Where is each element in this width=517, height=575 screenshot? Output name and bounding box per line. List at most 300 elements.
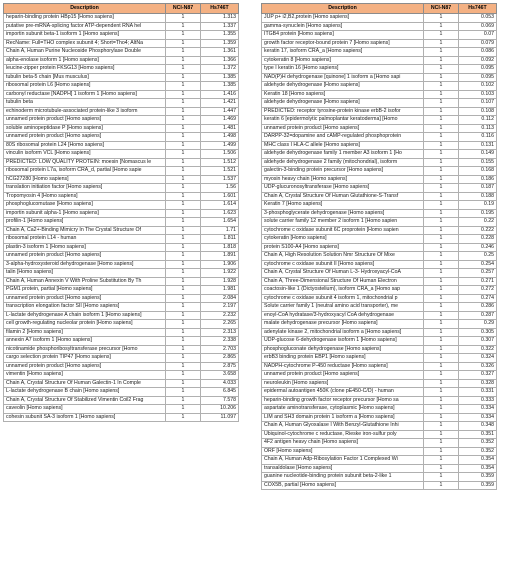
table-row [4,218,239,227]
cell-nci-n87: 1 [166,286,201,295]
table-row [262,328,497,337]
cell-nci-n87: 1 [166,201,201,210]
cell-hs746t: 0.246 [459,243,497,252]
table-row [4,371,239,380]
cell-description: 4F2 antigen heavy chain [Homo sapiens] [262,439,424,448]
cell-hs746t: 0.334 [459,405,497,414]
table-row [4,150,239,159]
header-row [4,4,239,14]
table-row [4,39,239,48]
cell-nci-n87: 1 [424,124,459,133]
cell-nci-n87: 1 [424,405,459,414]
cell-description: RecName: Full=THO complex subunit 4; Short=Tho4; AltNa [4,39,166,48]
cell-hs746t: 1.922 [201,269,239,278]
cell-description: phosphogluconate dehydrogenase [Homo sapiens] [262,345,424,354]
cell-hs746t: 1.891 [201,252,239,261]
cell-nci-n87: 1 [424,175,459,184]
table-row [4,65,239,74]
table-row [4,124,239,133]
table-row [262,396,497,405]
table-row [4,82,239,91]
table-row [262,252,497,261]
cell-nci-n87: 1 [166,158,201,167]
cell-hs746t: 0.271 [459,277,497,286]
table-row [262,345,497,354]
cell-nci-n87: 1 [424,39,459,48]
header-row [262,4,497,14]
cell-description: guanine nucleotide-binding protein subunit beta-2-like 1 [262,473,424,482]
table-row [4,73,239,82]
table-row [262,124,497,133]
cell-description: LIM and SH3 domain protein 1 isoform a [Homo sapiens] [262,413,424,422]
cell-nci-n87: 1 [424,422,459,431]
table-row [4,209,239,218]
cell-description: type I keratin 16 [Homo sapiens] [262,65,424,74]
cell-hs746t: 1.811 [201,235,239,244]
table-row [262,243,497,252]
table-row [4,286,239,295]
cell-description: tubulin beta [4,99,166,108]
cell-hs746t: 0.29 [459,320,497,329]
cell-description: heparin-binding protein HBp15 [Homo sapiens] [4,14,166,23]
cell-nci-n87: 1 [424,141,459,150]
cell-description: soluble aminopeptidase P [Homo sapiens] [4,124,166,133]
cell-description: Chain A, Crystal Structure Of Human Galectin-1 In Comple [4,379,166,388]
cell-hs746t: 10.206 [201,405,239,414]
table-row [262,260,497,269]
cell-nci-n87: 1 [166,73,201,82]
cell-description: COX5B, partial [Homo sapiens] [262,481,424,490]
cell-description: UDP-glucuronosyltransferase [Homo sapiens] [262,184,424,193]
cell-nci-n87: 1 [166,167,201,176]
cell-hs746t: 0.327 [459,371,497,380]
cell-hs746t: 0.113 [459,124,497,133]
cell-hs746t: 1.469 [201,116,239,125]
cell-nci-n87: 1 [424,218,459,227]
table-row [262,192,497,201]
cell-nci-n87: 1 [166,14,201,23]
cell-description: PREDICTED: LOW QUALITY PROTEIN: moesin [Nomascus le [4,158,166,167]
cell-hs746t: 1.366 [201,56,239,65]
cell-nci-n87: 1 [166,269,201,278]
cell-nci-n87: 1 [424,413,459,422]
cell-hs746t: 0.19 [459,201,497,210]
cell-hs746t: 0.326 [459,362,497,371]
cell-nci-n87: 1 [424,14,459,23]
cell-hs746t: 0.351 [459,430,497,439]
cell-description: neuroleukin [Homo sapiens] [262,379,424,388]
cell-hs746t: 0.359 [459,473,497,482]
table-row [4,294,239,303]
cell-nci-n87: 1 [166,175,201,184]
cell-description: leucine-zipper protein FKSG13 [Homo sapiens] [4,65,166,74]
cell-description: PREDICTED: receptor tyrosine-protein kinase erbB-2 isofor [262,107,424,116]
cell-nci-n87: 1 [166,413,201,422]
cell-nci-n87: 1 [166,150,201,159]
cell-hs746t: 1.506 [201,150,239,159]
cell-description: 3-alpha-hydroxysteroid dehydrogenase [Homo sapiens] [4,260,166,269]
cell-hs746t: 1.499 [201,141,239,150]
table-row [262,439,497,448]
cell-nci-n87: 1 [424,320,459,329]
cell-hs746t: 1.481 [201,124,239,133]
table-row [4,252,239,261]
cell-description: ORF [Homo sapiens] [262,447,424,456]
cell-nci-n87: 1 [166,90,201,99]
table-row [4,31,239,40]
cell-hs746t: 0.187 [459,184,497,193]
cell-description: L-lactate dehydrogenase A chain isoform 1 [Homo sapiens] [4,311,166,320]
cell-description: 3-phosphoglycerate dehydrogenase [Homo sapiens] [262,209,424,218]
cell-nci-n87: 1 [424,31,459,40]
table-row [262,337,497,346]
table-row [4,379,239,388]
cell-hs746t: 0.195 [459,209,497,218]
cell-description: NAD(P)H dehydrogenase [quinone] 1 isoform a [Homo sapi [262,73,424,82]
cell-hs746t: 1.372 [201,65,239,74]
cell-hs746t: 0.188 [459,192,497,201]
cell-description: ribosomal protein L6 [Homo sapiens] [4,82,166,91]
cell-description: myosin heavy chain [Homo sapiens] [262,175,424,184]
cell-hs746t: 1.421 [201,99,239,108]
table-row [262,150,497,159]
table-row [262,464,497,473]
cell-description: keratin 17, isoform CRA_a [Homo sapiens] [262,48,424,57]
cell-description: Chain A, Crystal Structure Of Stabilized Vimentin Coil2 Frag [4,396,166,405]
cell-description: unnamed protein product [Homo sapiens] [4,116,166,125]
cell-nci-n87: 1 [166,379,201,388]
cell-nci-n87: 1 [424,226,459,235]
cell-hs746t: 0.286 [459,303,497,312]
table-row [262,218,497,227]
cell-hs746t: 0.348 [459,422,497,431]
table-row [262,99,497,108]
cell-nci-n87: 1 [424,328,459,337]
cell-hs746t: 0.331 [459,388,497,397]
cell-description: NADPH-cytochrome P-450 reductase [Homo sapiens] [262,362,424,371]
cell-nci-n87: 1 [424,107,459,116]
table-row [4,184,239,193]
cell-hs746t: 1.337 [201,22,239,31]
cell-hs746t: 0.149 [459,150,497,159]
table-row [262,430,497,439]
cell-hs746t: 0.107 [459,99,497,108]
cell-nci-n87: 1 [424,192,459,201]
cell-hs746t: 0.069 [459,22,497,31]
cell-description: erbB3 binding protein EBP1 [Homo sapiens] [262,354,424,363]
cell-description: epidermal autoantigen 450K (clone pE450-C/D) - human [262,388,424,397]
cell-description: DARPP-32=dopamine and cAMP-regulated phosphoprotein [262,133,424,142]
table-row [4,22,239,31]
cell-nci-n87: 1 [424,362,459,371]
cell-hs746t: 0.354 [459,456,497,465]
table-row [4,141,239,150]
cell-description: Solute carrier family 1 (neutral amino acid transporter), me [262,303,424,312]
cell-nci-n87: 1 [424,167,459,176]
cell-nci-n87: 1 [166,107,201,116]
cell-nci-n87: 1 [166,243,201,252]
cell-nci-n87: 1 [424,90,459,99]
cell-nci-n87: 1 [424,286,459,295]
cell-nci-n87: 1 [424,260,459,269]
cell-description: unnamed protein product [Homo sapiens] [4,252,166,261]
table-row [262,311,497,320]
cell-nci-n87: 1 [424,277,459,286]
cell-hs746t: 0.092 [459,56,497,65]
cell-description: protein S100-A4 [Homo sapiens] [262,243,424,252]
cell-hs746t: 4.033 [201,379,239,388]
cell-nci-n87: 1 [166,82,201,91]
cell-description: phosphoglucomutase [Homo sapiens] [4,201,166,210]
cell-nci-n87: 1 [166,124,201,133]
cell-description: Chain A, Human Glyoxalase I With Benzyl-Glutathione Inhi [262,422,424,431]
table-row [262,269,497,278]
cell-description: enoyl-CoA hydratase/3-hydroxyacyl CoA dehydrogenase [262,311,424,320]
table-row [262,56,497,65]
cell-nci-n87: 1 [166,388,201,397]
table-row [262,167,497,176]
cell-hs746t: 0.287 [459,311,497,320]
table-row [4,192,239,201]
table-row [262,22,497,31]
cell-nci-n87: 1 [424,48,459,57]
cell-nci-n87: 1 [424,116,459,125]
cell-description: aspartate aminotransferase, cytoplasmic [Homo sapiens] [262,405,424,414]
cell-nci-n87: 1 [166,396,201,405]
table-row [262,473,497,482]
cell-hs746t: 0.322 [459,345,497,354]
table-row [262,388,497,397]
table-row [262,141,497,150]
table-row [4,328,239,337]
cell-nci-n87: 1 [424,473,459,482]
cell-description: Keratin 18 [Homo sapiens] [262,90,424,99]
cell-description: L-lactate dehydrogenase B chain [Homo sapiens] [4,388,166,397]
header-nci-n87: NCI-N87 [166,4,201,14]
cell-hs746t: 0.07 [459,31,497,40]
cell-hs746t: 2.313 [201,328,239,337]
table-row [4,175,239,184]
cell-description: alpha-enolase isoform 1 [Homo sapiens] [4,56,166,65]
cell-nci-n87: 1 [424,303,459,312]
table-row [262,107,497,116]
table-row [262,14,497,23]
table-row [262,320,497,329]
cell-description: gamma-synuclein [Homo sapiens] [262,22,424,31]
cell-nci-n87: 1 [166,294,201,303]
cell-hs746t: 0.131 [459,141,497,150]
cell-description: caveolin [Homo sapiens] [4,405,166,414]
table-row [4,413,239,422]
cell-hs746t: 1.361 [201,48,239,57]
cell-description: carbonyl reductase [NADPH] 1 isoform 1 [Homo sapiens] [4,90,166,99]
cell-description: galectin-3-binding protein precursor [Homo sapiens] [262,167,424,176]
cell-hs746t: 0.222 [459,226,497,235]
table-row [262,447,497,456]
table-row [4,320,239,329]
cell-hs746t: 2.197 [201,303,239,312]
header-nci-n87: NCI-N87 [424,4,459,14]
cell-hs746t: 1.498 [201,133,239,142]
table-row [4,48,239,57]
header-description: Description [4,4,166,14]
cell-hs746t: 1.313 [201,14,239,23]
table-row [262,73,497,82]
table-row [4,303,239,312]
cell-hs746t: 0.086 [459,48,497,57]
cell-description: 80S ribosomal protein L24 [Homo sapiens] [4,141,166,150]
table-row [4,243,239,252]
cell-description: importin subunit alpha-1 [Homo sapiens] [4,209,166,218]
cell-hs746t: 0.254 [459,260,497,269]
cell-description: Chain A, High Resolution Solution Nmr Structure Of Mixe [262,252,424,261]
table-row [262,456,497,465]
cell-nci-n87: 1 [166,226,201,235]
cell-description: tubulin beta-5 chain [Mus musculus] [4,73,166,82]
table-row [262,48,497,57]
cell-description: Chain A, Human Adp-Ribosylation Factor 1 Complexed Wi [262,456,424,465]
table-row [262,82,497,91]
cell-description: profilin-1 [Homo sapiens] [4,218,166,227]
cell-nci-n87: 1 [166,354,201,363]
cell-nci-n87: 1 [166,218,201,227]
cell-description: cytochrome c oxidase subunit II [Homo sapiens] [262,260,424,269]
cell-nci-n87: 1 [166,192,201,201]
cell-hs746t: 0.095 [459,73,497,82]
cell-nci-n87: 1 [424,65,459,74]
table-row [4,133,239,142]
cell-description: talin [Homo sapiens] [4,269,166,278]
cell-hs746t: 1.359 [201,39,239,48]
cell-hs746t: 0.354 [459,464,497,473]
cell-hs746t: 0.102 [459,82,497,91]
table-row [262,422,497,431]
cell-hs746t: 1.623 [201,209,239,218]
cell-description: JUP p+ i2,B2,protein [Homo sapiens] [262,14,424,23]
cell-hs746t: 0.359 [459,481,497,490]
cell-description: unnamed protein product [Homo sapiens] [262,124,424,133]
cell-nci-n87: 1 [166,337,201,346]
cell-hs746t: 0.274 [459,294,497,303]
cell-nci-n87: 1 [424,430,459,439]
cell-hs746t: 1.355 [201,31,239,40]
table-row [262,226,497,235]
cell-hs746t: 1.521 [201,167,239,176]
table-row [4,158,239,167]
cell-nci-n87: 1 [166,235,201,244]
cell-description: transcription elongation factor SII [Homo sapiens] [4,303,166,312]
cell-description: Chain A, Human Annexin V With Proline Substitution By Th [4,277,166,286]
table-row [4,396,239,405]
cell-nci-n87: 1 [166,260,201,269]
cell-hs746t: 1.385 [201,82,239,91]
cell-nci-n87: 1 [424,22,459,31]
cell-description: cargo selection protein TIP47 [Homo sapiens] [4,354,166,363]
cell-nci-n87: 1 [166,31,201,40]
cell-hs746t: 2.084 [201,294,239,303]
table-row [4,405,239,414]
cell-description: Chain A, Crystal Structure Of Human Glutathione-S-Transf [262,192,424,201]
cell-hs746t: 11.097 [201,413,239,422]
cell-nci-n87: 1 [166,311,201,320]
cell-nci-n87: 1 [424,311,459,320]
cell-description: unnamed protein product [Homo sapiens] [262,371,424,380]
cell-hs746t: 0.328 [459,379,497,388]
cell-nci-n87: 1 [424,396,459,405]
table-row [4,269,239,278]
cell-nci-n87: 1 [424,379,459,388]
cell-hs746t: 3.658 [201,371,239,380]
table-row [4,99,239,108]
cell-description: coactosin-like 1 (Dictyostelium), isoform CRA_a [Homo sap [262,286,424,295]
cell-description: malate dehydrogenase precursor [Homo sapiens] [262,320,424,329]
table-row [4,201,239,210]
cell-nci-n87: 1 [424,133,459,142]
cell-hs746t: 1.906 [201,260,239,269]
cell-hs746t: 0.103 [459,90,497,99]
table-row [4,90,239,99]
cell-nci-n87: 1 [424,294,459,303]
cell-description: cohesin subunit SA-3 isoform 1 [Homo sapiens] [4,413,166,422]
cell-hs746t: 1.981 [201,286,239,295]
cell-description: ITGB4 protein [Homo sapiens] [262,31,424,40]
header-hs746t: Hs746T [201,4,239,14]
cell-hs746t: 2.338 [201,337,239,346]
table-row [262,481,497,490]
table-row [262,371,497,380]
cell-nci-n87: 1 [166,141,201,150]
table-row [262,277,497,286]
table-row [262,303,497,312]
table-row [262,354,497,363]
cell-description: Keratin 7 [Homo sapiens] [262,201,424,210]
table-row [4,277,239,286]
cell-nci-n87: 1 [166,362,201,371]
cell-description: Chain A, Human Purine Nucleoside Phosphorylase Double [4,48,166,57]
table-row [262,413,497,422]
table-row [262,116,497,125]
cell-nci-n87: 1 [424,269,459,278]
cell-description: Ubiquinol-cytochrome c reductase, Rieske iron-sulfur poly [262,430,424,439]
cell-description: annexin A7 isoform 1 [Homo sapiens] [4,337,166,346]
cell-hs746t: 0.305 [459,328,497,337]
cell-hs746t: 1.614 [201,201,239,210]
cell-nci-n87: 1 [424,439,459,448]
cell-nci-n87: 1 [424,388,459,397]
table-row [4,354,239,363]
cell-description: keratin 6 [epidermolytic palmoplantar keratoderma] [Homo [262,116,424,125]
cell-description: cytochrome c oxidase subunit 4 isoform 1, mitochondrial p [262,294,424,303]
table-row [4,345,239,354]
cell-hs746t: 0.095 [459,65,497,74]
table-row [262,209,497,218]
header-hs746t: Hs746T [459,4,497,14]
cell-description: growth factor receptor-bound protein 7 [Homo sapiens] [262,39,424,48]
cell-hs746t: 0.228 [459,235,497,244]
table-row [4,260,239,269]
table-row [4,311,239,320]
cell-hs746t: 0.108 [459,107,497,116]
cell-description: aldehyde dehydrogenase family 1 member A3 isoform 1 [Ho [262,150,424,159]
cell-hs746t: 0.333 [459,396,497,405]
cell-nci-n87: 1 [424,158,459,167]
cell-description: solute carrier family 12 member 2 isoform 1 [Homo sapien [262,218,424,227]
cell-description: cytochrome c oxidase subunit 6C proprotein [Homo sapien [262,226,424,235]
cell-hs746t: 2.875 [201,362,239,371]
cell-hs746t: 0.257 [459,269,497,278]
cell-hs746t: 2.232 [201,311,239,320]
cell-nci-n87: 1 [166,116,201,125]
